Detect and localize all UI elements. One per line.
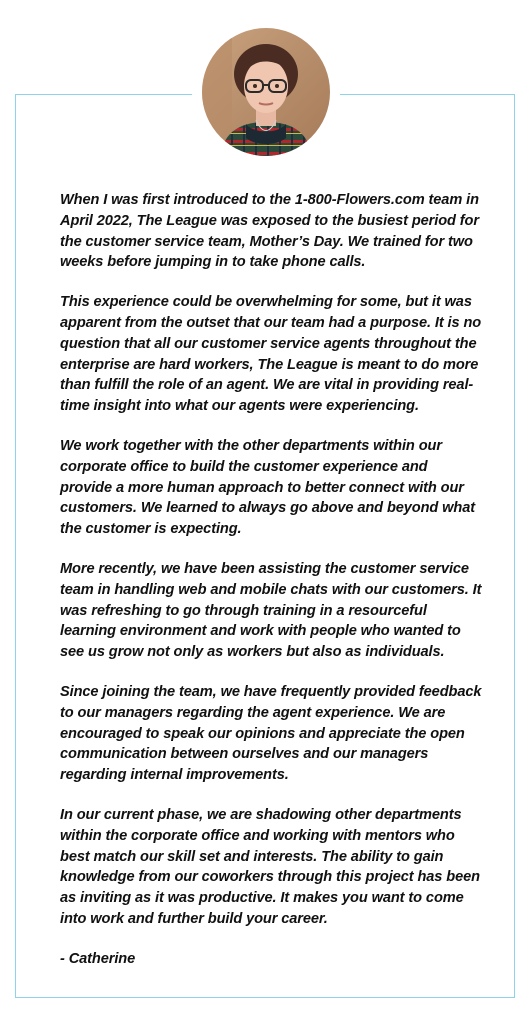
portrait-photo-icon — [202, 28, 330, 156]
testimonial-paragraph-1: When I was first introduced to the 1-800-Flowers.com team in April 2022, The League was exposed to the busiest period for the customer service team, Mother’s Day. We trained for two weeks before jumping in to take phone calls. — [60, 192, 479, 271]
testimonial-paragraph-4: More recently, we have been assisting the customer service team in handling web and mobile chats with our customers. It was refreshing to go through training in a resourceful learning environment and work with people who wanted to see us grow not only as workers but also as individuals. — [60, 560, 482, 661]
author-avatar — [202, 28, 330, 156]
testimonial-signature: - Catherine — [60, 950, 136, 967]
testimonial-paragraph-2: This experience could be overwhelming for some, but it was apparent from the outset that our team had a purpose. It is no question that all our customer service agents throughout the enterprise are hard workers, The League is meant to do more than fulfill the role of an agent. We are vital in providing real-time insight into what our agents were experiencing. — [60, 294, 482, 415]
testimonial-paragraph-5: Since joining the team, we have frequently provided feedback to our managers regarding the agent experience. We are encouraged to speak our opinions and appreciate the open communication between ourselves and our managers regarding internal improvements. — [60, 683, 482, 784]
testimonial-paragraph-3: We work together with the other departments within our corporate office to build the customer experience and provide a more human approach to better connect with our customers. We learned to always go above and beyond what the customer is expecting. — [60, 437, 476, 538]
testimonial-paragraph-6: In our current phase, we are shadowing other departments within the corporate office and working with mentors who best match our skill set and interests. The ability to gain knowledge from our coworkers through this project has been as inviting as it was productive. It makes you want to come into work and further build your career. — [60, 806, 480, 927]
testimonial-text — [60, 190, 482, 970]
